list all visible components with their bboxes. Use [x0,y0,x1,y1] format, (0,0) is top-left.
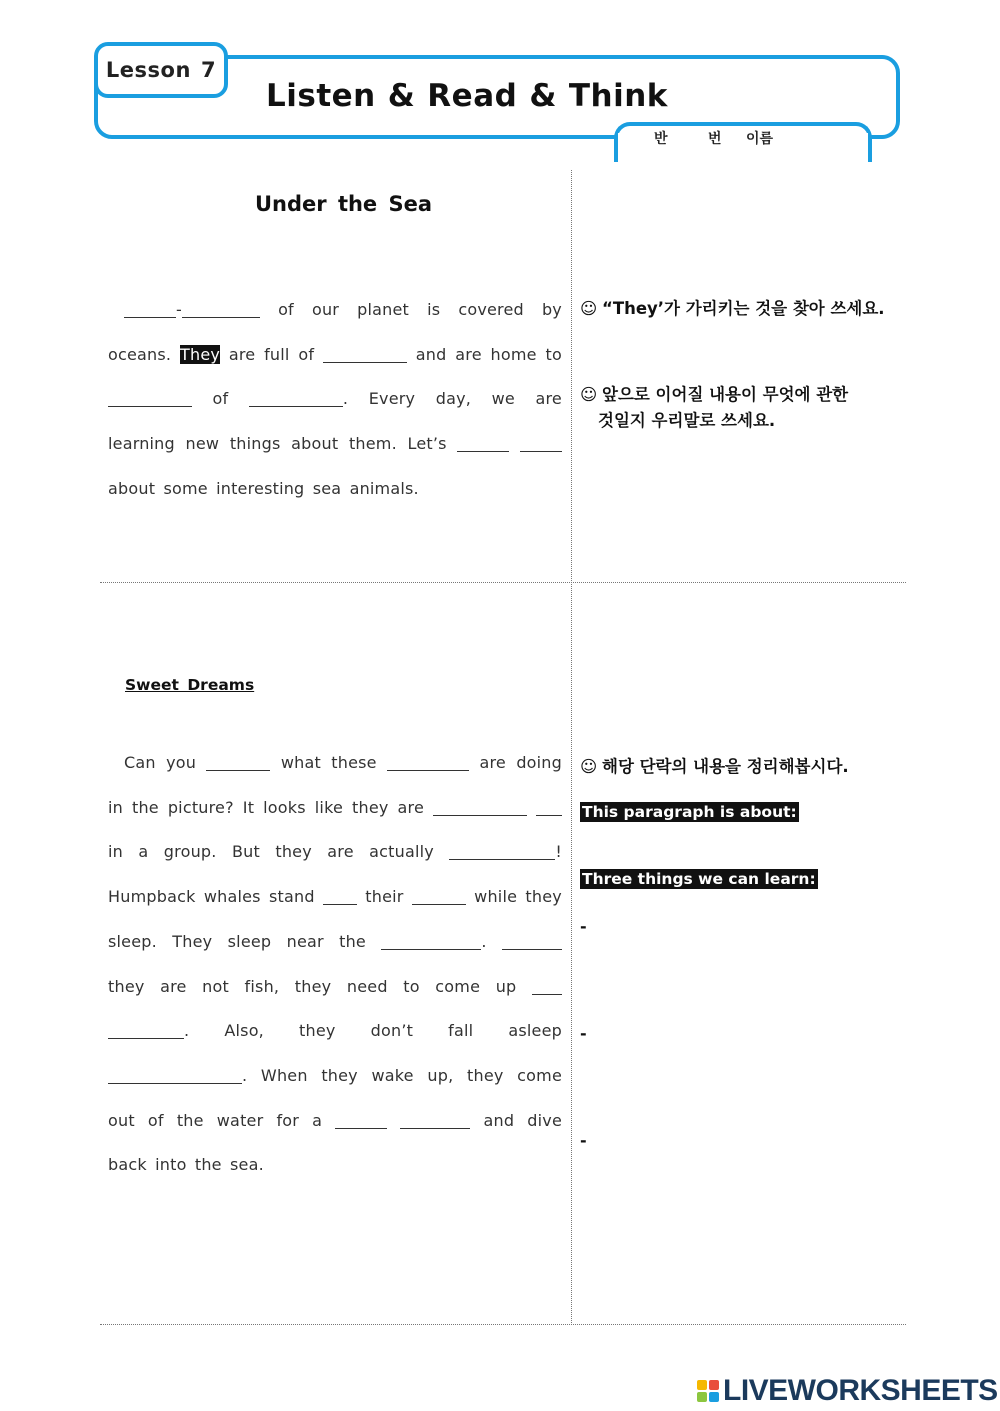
bullet-item: - [580,1024,587,1043]
smile-icon: ☺ [580,299,598,318]
logo-text: LIVEWORKSHEETS [723,1374,998,1407]
blank-input[interactable] [536,799,562,816]
lesson-badge [94,42,228,98]
bullet-item: - [580,917,587,936]
section1-title: Under the Sea [255,192,433,216]
question-they: ☺ “They’가 가리키는 것을 찾아 쓰세요. [580,296,885,322]
blank-input[interactable] [124,301,176,318]
blank-input[interactable] [108,1022,184,1039]
section-divider [100,1324,906,1325]
name-field-label: 이름 [746,131,774,147]
liveworksheets-logo [697,1374,998,1408]
logo-square [697,1392,707,1402]
blank-input[interactable] [249,390,343,407]
blank-input[interactable] [182,301,260,318]
paragraph-about-label: This paragraph is about: [582,803,797,821]
question-predict: ☺ 앞으로 이어질 내용이 무엇에 관한 것일지 우리말로 쓰세요. [580,382,848,434]
blank-input[interactable] [381,933,481,950]
logo-icon [697,1380,719,1402]
blank-input[interactable] [206,754,270,771]
number-field-label: 번 [708,131,722,147]
three-things-label: Three things we can learn: [582,870,816,888]
blank-input[interactable] [400,1112,470,1129]
lesson-number: 7 [200,58,217,82]
question-summary: ☺ 해당 단락의 내용을 정리해봅시다. [580,754,849,780]
section2-passage: Can you what these are doing in the picture? It looks like they are in a group. But they are actually ! Humpback whales stand their while they sleep. They sleep near the . they are not fish, they need to come up . Also, they don’t fall asleep . When they wake up, they come out of the water for a and dive back into the sea. [108,753,563,1175]
blank-input[interactable] [108,1067,242,1084]
blank-input[interactable] [520,435,562,452]
bullet-item: - [580,1131,587,1150]
blank-input[interactable] [412,888,466,905]
blank-input[interactable] [387,754,469,771]
blank-input[interactable] [323,346,407,363]
smile-icon: ☺ [580,757,598,776]
blank-input[interactable] [502,933,562,950]
blank-input[interactable] [108,390,192,407]
logo-square [697,1380,707,1390]
section1-passage: - of our planet is covered by oceans. They are full of and are home to of . Every day, we are learning new things about them. Let’s about some interesting sea animals. [108,300,562,498]
page-title: Listen & Read & Think [266,78,668,114]
section2-title: Sweet Dreams [125,676,255,694]
column-divider [571,170,572,1325]
blank-input[interactable] [335,1112,387,1129]
section-divider [100,582,906,583]
logo-square [709,1380,719,1390]
lesson-label: Lesson [105,58,191,82]
blank-input[interactable] [433,799,527,816]
logo-square [709,1392,719,1402]
highlighted-word: They [180,344,221,364]
blank-input[interactable] [457,435,509,452]
blank-input[interactable] [323,888,357,905]
blank-input[interactable] [449,843,555,860]
blank-input[interactable] [532,978,562,995]
class-field-label: 반 [654,131,668,147]
smile-icon: ☺ [580,385,598,404]
student-info-fields [654,128,773,148]
